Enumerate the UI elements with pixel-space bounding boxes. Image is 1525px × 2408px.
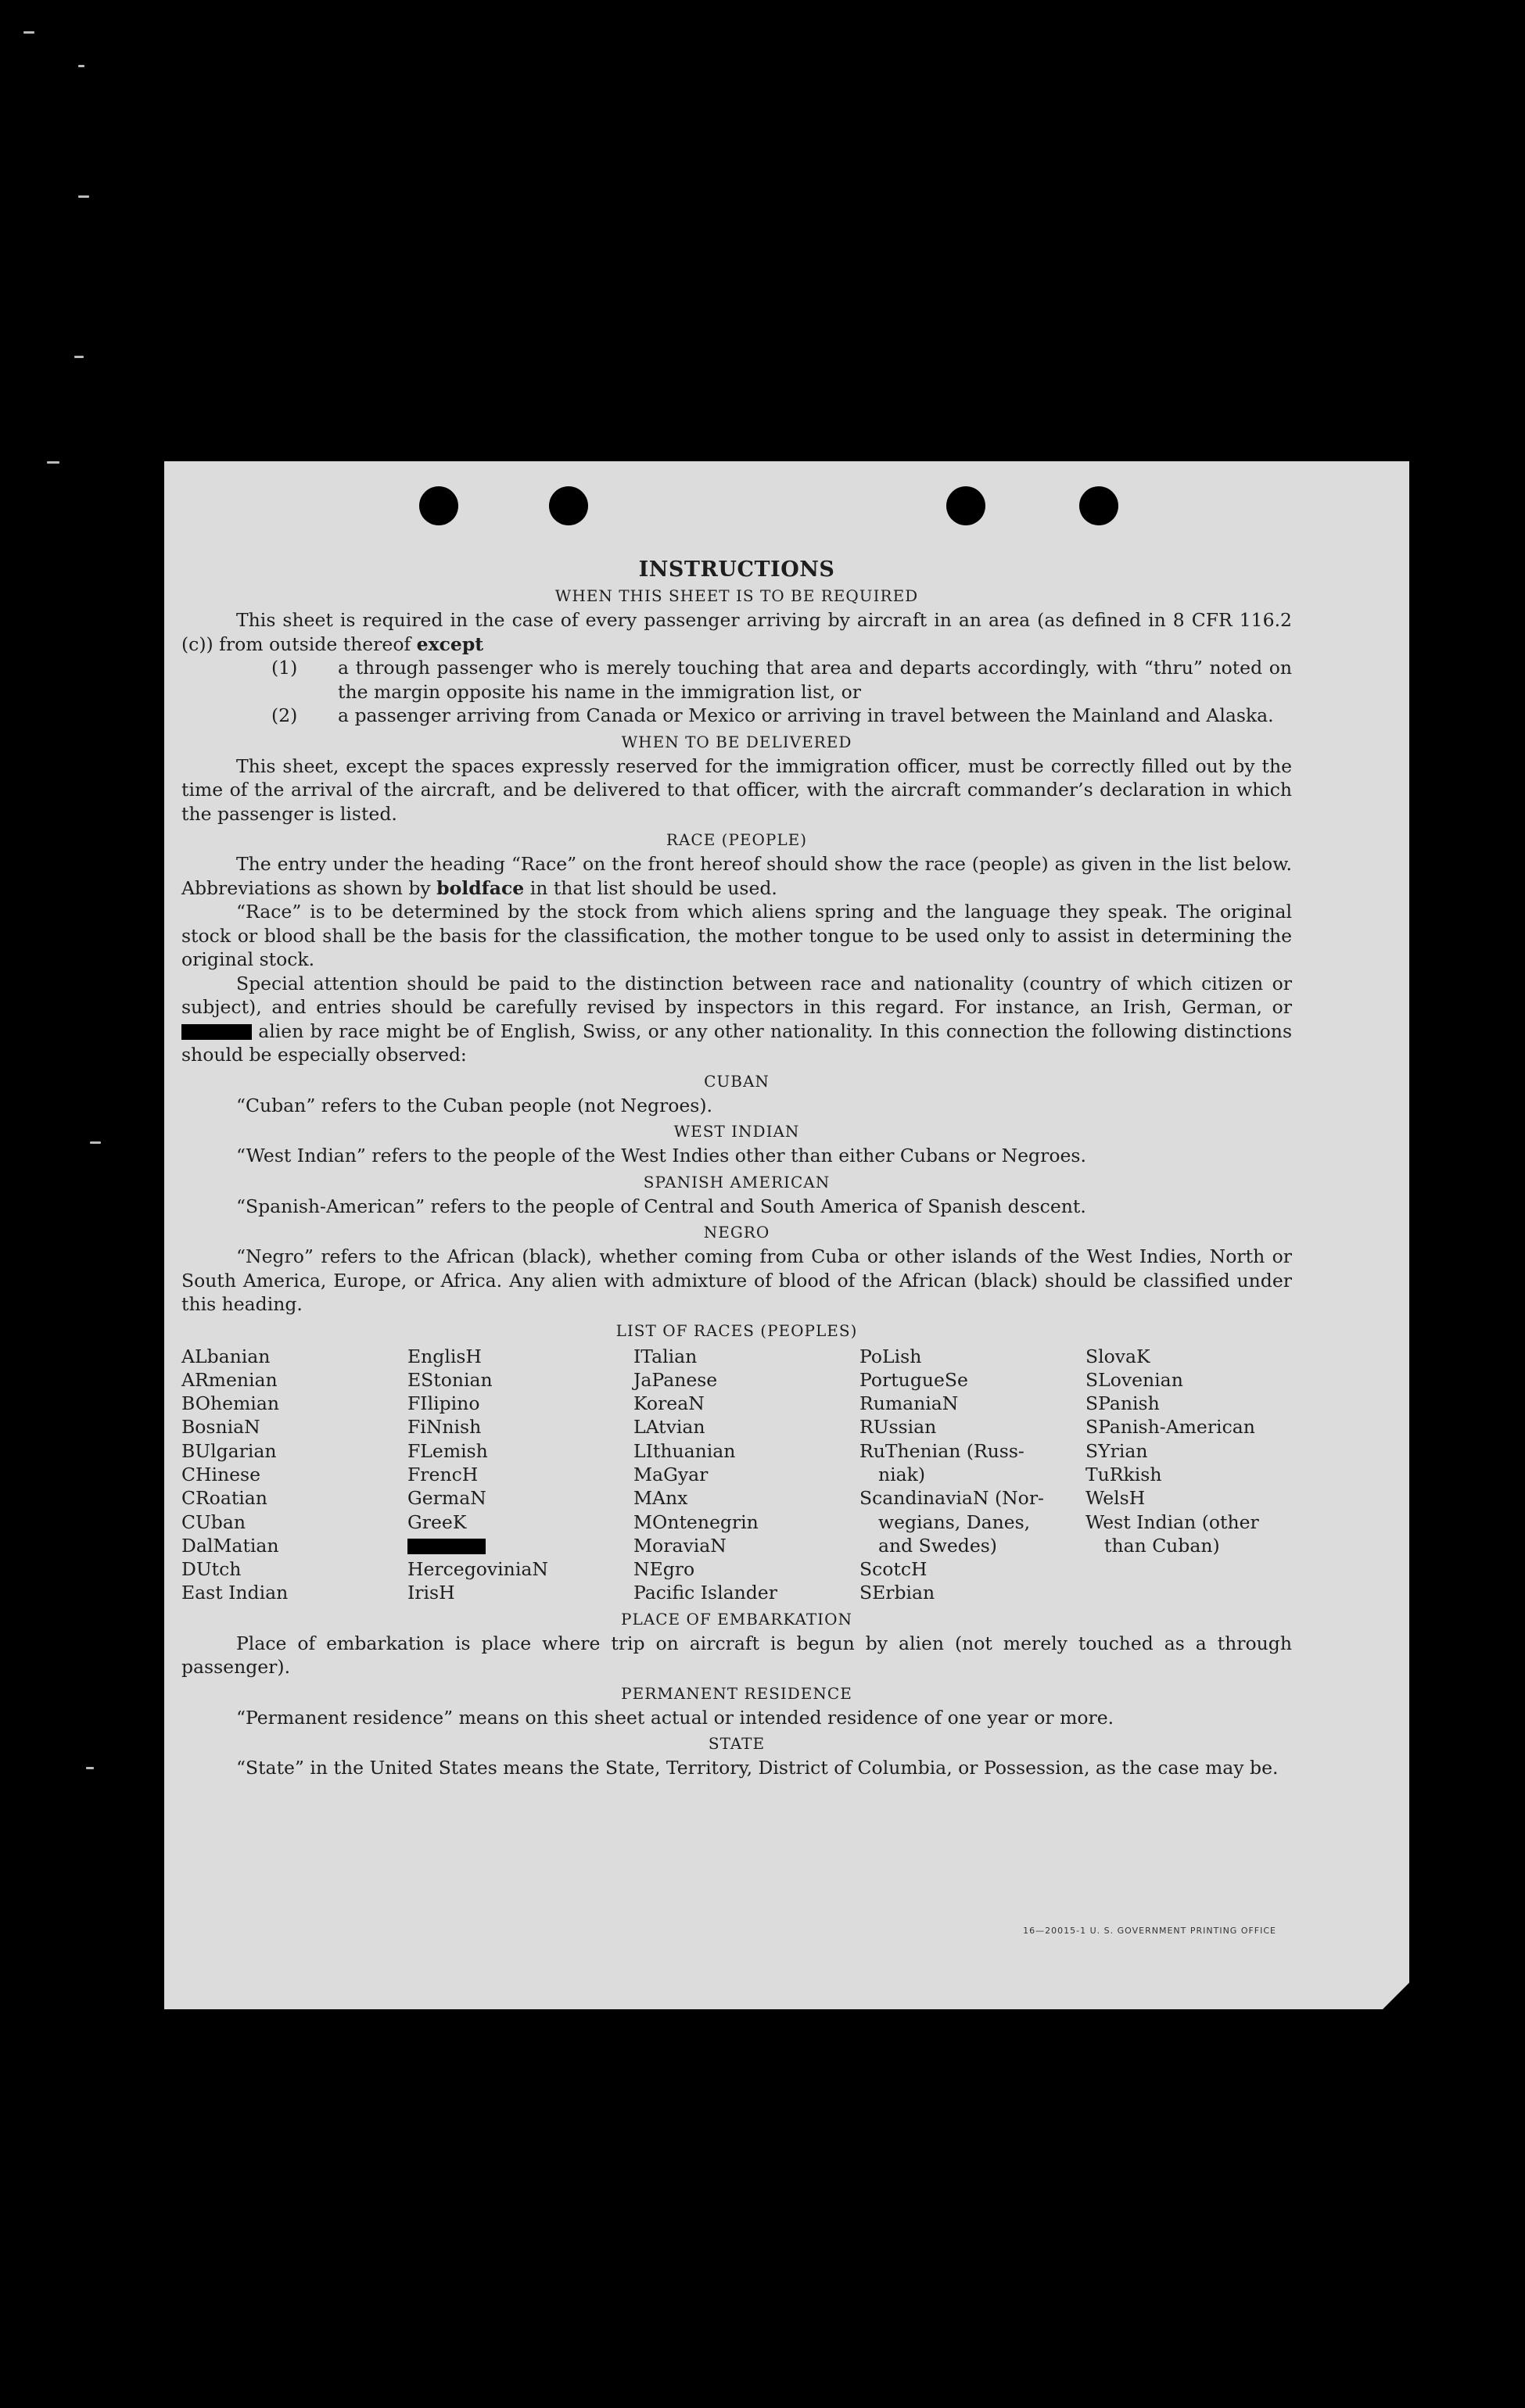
race-entry: IrisH: [407, 1582, 455, 1604]
section-heading-embarkation: PLACE OF EMBARKATION: [621, 1609, 852, 1629]
embarkation-text: Place of embarkation is place where trip on aircraft is begun by alien (not merely touched as a through passenger).: [181, 1632, 1292, 1679]
race-column: [633, 1345, 859, 1605]
race-entry: LAtvian: [633, 1416, 705, 1439]
residence-text: “Permanent residence” means on this sheet actual or intended residence of one year or more.: [236, 1706, 1114, 1729]
race-entry: JaPanese: [633, 1368, 718, 1391]
race-paragraph-1: The entry under the heading “Race” on the front hereof should show the race (people) as given in the list below. Abbreviations as shown by boldface in that list should be used.: [181, 853, 1292, 899]
race-entry: FIlipino: [407, 1392, 480, 1415]
race-entry: ARmenian: [181, 1368, 278, 1391]
race-entry: ITalian: [633, 1345, 698, 1367]
spanish-american-text: “Spanish-American” refers to the people of Central and South America of Spanish descent.: [236, 1195, 1086, 1217]
race-column: [859, 1345, 1085, 1605]
race-entry: MAnx: [633, 1487, 688, 1510]
section-heading-negro: NEGRO: [703, 1223, 770, 1242]
race-entry: FLemish: [407, 1439, 488, 1462]
scan-speck: [90, 1141, 101, 1144]
punch-hole: [419, 486, 458, 525]
race-entry: SLovenian: [1085, 1368, 1183, 1391]
punch-hole: [946, 486, 985, 525]
scan-speck: [78, 195, 89, 198]
race-entry: DalMatian: [181, 1534, 279, 1557]
race-entry: MaGyar: [633, 1463, 709, 1485]
race-entry: LIthuanian: [633, 1439, 736, 1462]
race-entry-continued: than Cuban): [1104, 1534, 1220, 1557]
state-text: “State” in the United States means the State, Territory, District of Columbia, or Possession, as the case may be.: [236, 1757, 1279, 1779]
race-entry: SPanish-American: [1085, 1416, 1255, 1439]
race-entry: RUssian: [859, 1416, 937, 1439]
section-heading-west-indian: WEST INDIAN: [673, 1122, 800, 1141]
redaction-mark: [181, 1024, 252, 1040]
section-heading-races-list: LIST OF RACES (PEOPLES): [615, 1320, 858, 1340]
race-entry: BOhemian: [181, 1392, 279, 1415]
race-column: [407, 1345, 633, 1605]
race-entry: MoraviaN: [633, 1534, 727, 1557]
except-bold: except: [416, 632, 484, 655]
race-entry-redacted: [407, 1534, 633, 1557]
race-entry: EStonian: [407, 1368, 493, 1391]
race-column: [1085, 1345, 1312, 1605]
race-entry-continued: niak): [878, 1463, 926, 1485]
print-office-footer: 16—20015-1 U. S. GOVERNMENT PRINTING OFFICE: [1023, 1926, 1276, 1936]
race-entry: RuThenian (Russ-: [859, 1439, 1024, 1462]
race-entry: PortugueSe: [859, 1368, 968, 1391]
race-entry-continued: and Swedes): [878, 1534, 997, 1557]
race-entry: RumaniaN: [859, 1392, 959, 1415]
race-entry: Pacific Islander: [633, 1582, 777, 1604]
race-entry: SErbian: [859, 1582, 935, 1604]
race-entry: BosniaN: [181, 1416, 260, 1439]
exception-item: (2) a passenger arriving from Canada or Mexico or arriving in travel between the Mainland and Alaska.: [271, 704, 1274, 726]
cuban-text: “Cuban” refers to the Cuban people (not Negroes).: [236, 1094, 713, 1116]
race-list-grid: [181, 1345, 1292, 1605]
race-entry: East Indian: [181, 1582, 289, 1604]
exception-list: [181, 656, 1292, 728]
scan-speck: [86, 1767, 94, 1769]
scan-speck: [23, 31, 34, 34]
race-entry: SYrian: [1085, 1439, 1148, 1462]
race-entry: ScotcH: [859, 1558, 928, 1581]
race-entry-continued: wegians, Danes,: [878, 1510, 1031, 1533]
section-heading-spanish-american: SPANISH AMERICAN: [643, 1172, 831, 1191]
race-entry: WelsH: [1085, 1487, 1146, 1510]
race-entry: FiNnish: [407, 1416, 482, 1439]
race-entry: CUban: [181, 1510, 246, 1533]
race-entry: PoLish: [859, 1345, 922, 1367]
race-entry: TuRkish: [1085, 1463, 1162, 1485]
section-heading-residence: PERMANENT RESIDENCE: [621, 1683, 852, 1703]
required-intro: This sheet is required in the case of every passenger arriving by aircraft in an area (as defined in 8 CFR 116.2 (c)) from outside thereof except: [181, 609, 1292, 655]
scan-speck: [47, 461, 59, 464]
race-entry: NEgro: [633, 1558, 695, 1581]
race-column: [181, 1345, 407, 1605]
race-entry: GermaN: [407, 1487, 486, 1510]
redaction-mark: [407, 1539, 486, 1554]
race-entry: FrencH: [407, 1463, 479, 1485]
race-paragraph-2: “Race” is to be determined by the stock from which aliens spring and the language they speak. The original stock or blood shall be the basis for the classification, the mother tongue to be used only to assist in determining the original stock.: [181, 901, 1292, 970]
race-entry: MOntenegrin: [633, 1510, 759, 1533]
race-entry: ALbanian: [181, 1345, 271, 1367]
section-heading-required: WHEN THIS SHEET IS TO BE REQUIRED: [554, 586, 919, 605]
page-title: INSTRUCTIONS: [638, 557, 835, 582]
negro-text: “Negro” refers to the African (black), whether coming from Cuba or other islands of the West Indies, North or South America, Europe, or Africa. Any alien with admixture of blood of the African (black) should be classified under this heading.: [181, 1245, 1292, 1315]
punch-hole: [549, 486, 588, 525]
punch-hole: [1079, 486, 1118, 525]
exception-item: (1) a through passenger who is merely touching that area and departs accordingly, with “thru” noted on the margin opposite his name in the immigration list, or: [271, 657, 1292, 703]
west-indian-text: “West Indian” refers to the people of the West Indies other than either Cubans or Negroes.: [236, 1145, 1086, 1166]
race-entry: GreeK: [407, 1510, 467, 1533]
race-entry: BUlgarian: [181, 1439, 277, 1462]
race-paragraph-3: Special attention should be paid to the distinction between race and nationality (country of which citizen or subject), and entries should be carefully revised by inspectors in this regard. For instance, an Irish, German, or alien by race might be of English, Swiss, or any other nationality. In this connection the following distinctions should be especially observed:: [181, 972, 1292, 1066]
instructions-text: [181, 557, 1292, 1780]
race-entry: KoreaN: [633, 1392, 705, 1415]
race-entry: EnglisH: [407, 1345, 482, 1367]
section-heading-state: STATE: [708, 1734, 766, 1754]
scan-speck: [74, 356, 84, 358]
instruction-sheet: [164, 461, 1409, 2009]
race-entry: West Indian (other: [1085, 1510, 1259, 1533]
race-entry: HercegoviniaN: [407, 1558, 548, 1581]
page-corner: [1383, 1983, 1409, 2009]
race-entry: CRoatian: [181, 1487, 267, 1510]
scan-speck: [78, 65, 84, 67]
race-entry: SlovaK: [1085, 1345, 1150, 1367]
race-entry: SPanish: [1085, 1392, 1160, 1415]
delivered-text: This sheet, except the spaces expressly reserved for the immigration officer, must be correctly filled out by the time of the arrival of the aircraft, and be delivered to that officer, with the aircraft commander’s declaration in which the passenger is listed.: [181, 754, 1292, 825]
section-heading-delivered: WHEN TO BE DELIVERED: [621, 732, 852, 751]
race-entry: ScandinaviaN (Nor-: [859, 1487, 1044, 1510]
section-heading-race: RACE (PEOPLE): [666, 830, 808, 849]
section-heading-cuban: CUBAN: [704, 1071, 770, 1091]
race-entry: DUtch: [181, 1558, 242, 1581]
race-entry: CHinese: [181, 1463, 260, 1485]
